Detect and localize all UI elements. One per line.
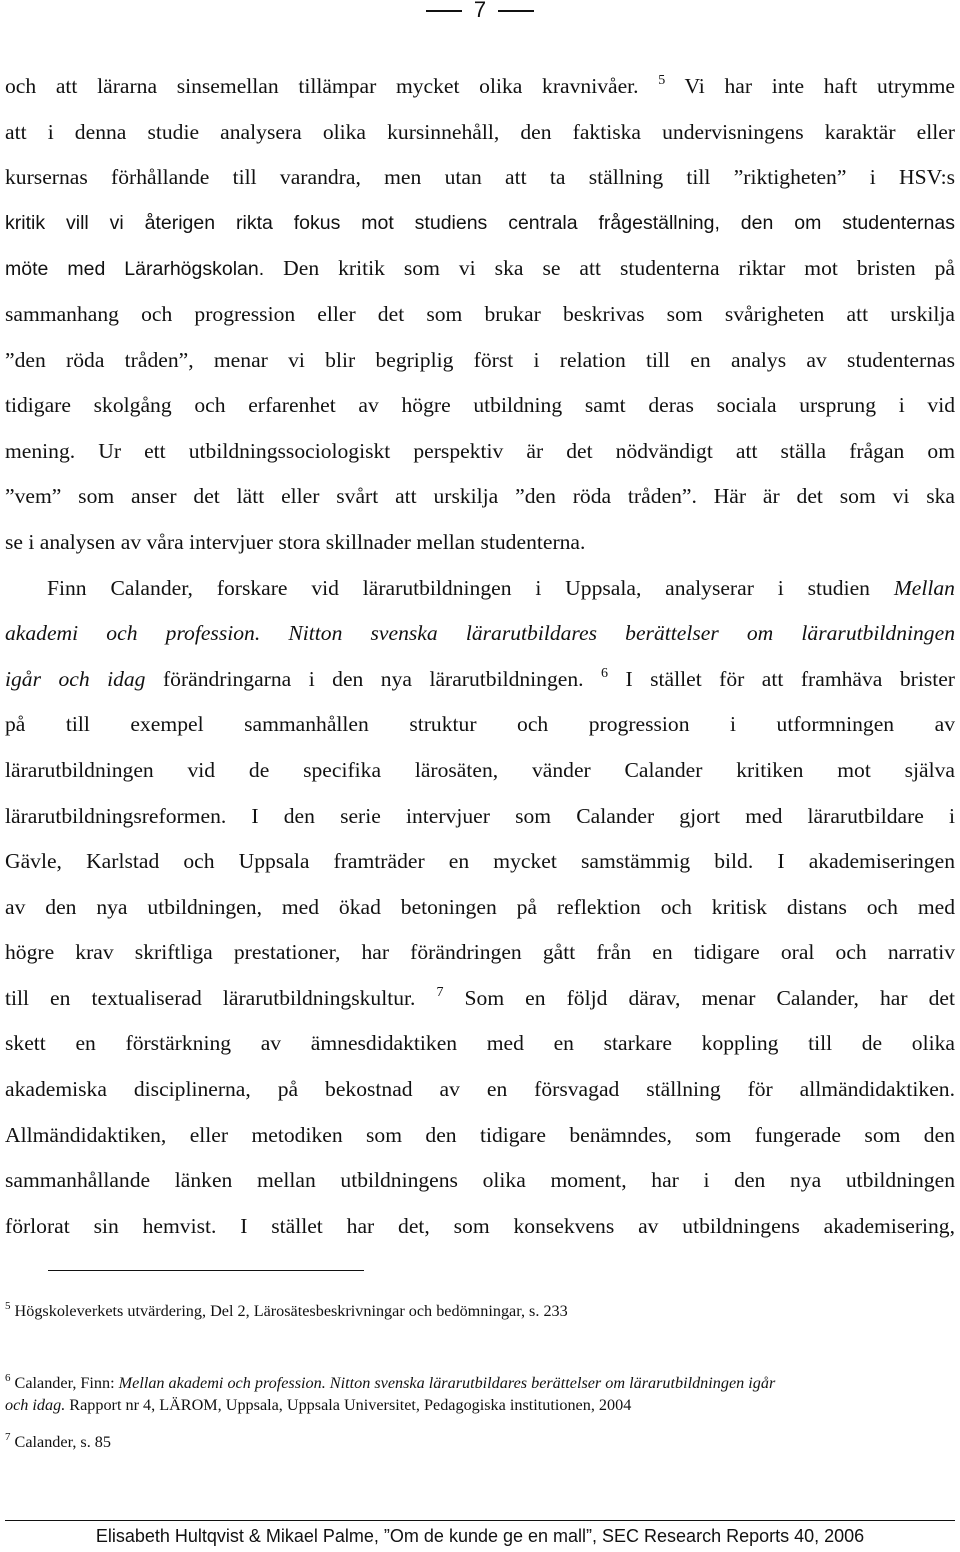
text-line: kursernas förhållande till varandra, men utan att ta ställning till ”riktigheten” i HSV:s <box>5 165 955 190</box>
page-footer: Elisabeth Hultqvist & Mikael Palme, ”Om de kunde ge en mall”, SEC Research Reports 40, 2006 <box>95 1526 865 1546</box>
text-line: ”den röda tråden”, menar vi blir begriplig först i relation till en analys av studenternas <box>5 347 955 372</box>
text-line: akademi och profession. Nitton svenska lärarutbildares berättelser om lärarutbildningen <box>5 621 955 646</box>
footnote-ref[interactable]: 7 <box>436 984 444 1000</box>
text-line: Gävle, Karlstad och Uppsala framträder en mycket samstämmig bild. I akademiseringen <box>5 849 955 874</box>
text-line: på till exempel sammanhållen struktur och progression i utformningen av <box>5 712 955 737</box>
footnote-mark: 7 <box>5 1431 11 1443</box>
text-line: lärarutbildningsreformen. I den serie intervjuer som Calander gjort med lärarutbildare i <box>5 803 955 828</box>
text-line: sammanhållande länken mellan utbildningens olika moment, har i den nya utbildningen <box>5 1168 955 1193</box>
footnote-text-cont: Rapport nr 4, LÄROM, Uppsala, Uppsala Universitet, Pedagogiska institutionen, 2004 <box>65 1396 632 1414</box>
footnote-5 <box>5 1300 955 1322</box>
body-text <box>5 64 955 1249</box>
footnote-title-cont: och idag. <box>5 1396 66 1414</box>
page-number-dash-right <box>498 10 534 12</box>
text-line: kritik vill vi återigen rikta fokus mot studiens centrala frågeställning, den om studenternas <box>5 211 955 234</box>
footnote-title: Mellan akademi och profession. Nitton svenska lärarutbildares berättelser om lärarutbildningen igår <box>118 1374 776 1392</box>
text-line: igår och idag förändringarna i den nya lärarutbildningen. $^6$ I stället för att framhäva brister <box>5 665 955 691</box>
footnote-ref[interactable]: 5 <box>658 73 666 88</box>
footnote-text: Calander, Finn: <box>14 1374 119 1392</box>
text-line: Finn Calander, forskare vid lärarutbildningen i Uppsala, analyserar i studien Mellan <box>47 575 955 600</box>
text-line: ”vem” som anser det lätt eller svårt att urskilja ”den röda tråden”. Här är det som vi ska <box>5 484 955 509</box>
page-number-dash-left <box>426 10 462 12</box>
text-line: möte med Lärarhögskolan. Den kritik som vi ska se att studenterna riktar mot bristen på <box>5 256 955 281</box>
text-line: Allmändidaktiken, eller metodiken som den tidigare benämndes, som fungerade som den <box>5 1122 955 1147</box>
page-number <box>0 0 960 24</box>
footer-rule <box>5 1520 955 1521</box>
footnote-7 <box>5 1431 955 1453</box>
footnote-mark: 5 <box>5 1300 11 1312</box>
footnote-ref[interactable]: 6 <box>601 665 609 681</box>
page-number-value: 7 <box>473 0 487 22</box>
text-line: akademiska disciplinerna, på bekostnad av en försvagad ställning för allmändidaktiken. <box>5 1077 955 1102</box>
text-line: högre krav skriftliga prestationer, har förändringen gått från en tidigare oral och narrativ <box>5 940 955 965</box>
text-line: sammanhang och progression eller det som brukar beskrivas som svårigheten att urskilja <box>5 301 955 326</box>
text-line: se i analysen av våra intervjuer stora skillnader mellan studenterna. <box>5 529 586 554</box>
text-line: lärarutbildningen vid de specifika lärosäten, vänder Calander kritiken mot själva <box>5 757 955 782</box>
footnote-text: Högskoleverkets utvärdering, Del 2, Lärosätesbeskrivningar och bedömningar, s. 233 <box>14 1302 568 1320</box>
text-line: att i denna studie analysera olika kursinnehåll, den faktiska undervisningens karaktär eller <box>5 119 955 144</box>
footnote-text: Calander, s. 85 <box>14 1433 111 1451</box>
text-line: av den nya utbildningen, med ökad betoningen på reflektion och kritisk distans och med <box>5 894 955 919</box>
footnote-separator <box>48 1270 364 1271</box>
footnote-6 <box>5 1372 955 1416</box>
text-line: mening. Ur ett utbildningssociologiskt perspektiv är det nödvändigt att ställa frågan om <box>5 438 955 463</box>
text-line: skett en förstärkning av ämnesdidaktiken med en starkare koppling till de olika <box>5 1031 955 1056</box>
footnote-mark: 6 <box>5 1372 11 1384</box>
text-line: och att lärarna sinsemellan tillämpar mycket olika kravnivåer. $^5$ Vi har inte haft utrymme <box>5 73 955 98</box>
text-line: till en textualiserad lärarutbildningskultur. $^7$ Som en följd därav, menar Calander, har det <box>5 984 955 1010</box>
text-line: förlorat sin hemvist. I stället har det, som konsekvens av utbildningens akademisering, <box>5 1213 955 1238</box>
text-line: tidigare skolgång och erfarenhet av högre utbildning samt deras sociala ursprung i vid <box>5 393 955 418</box>
